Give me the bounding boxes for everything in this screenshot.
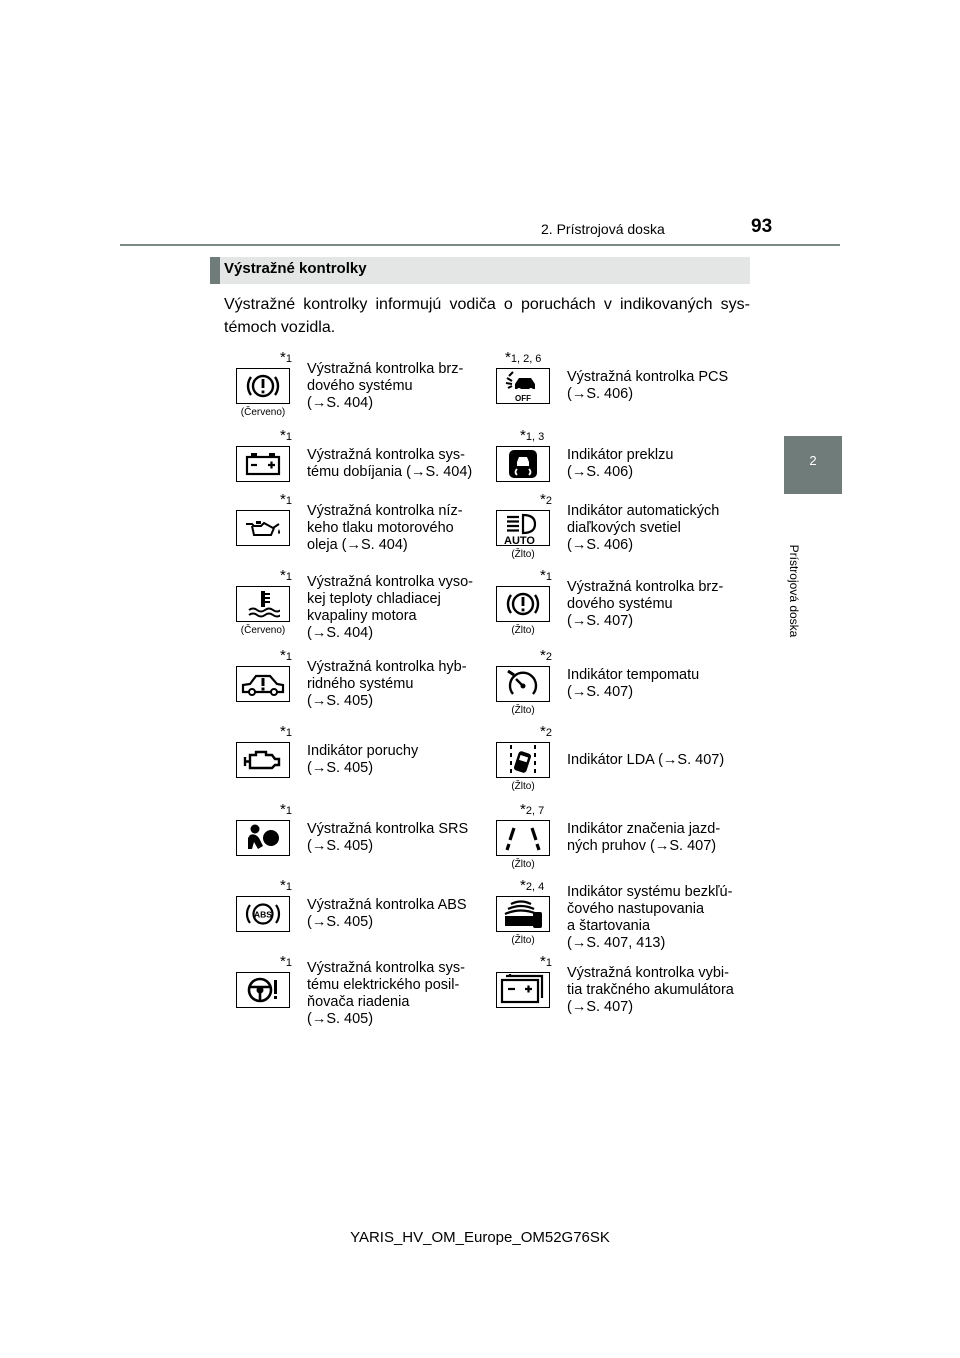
description-line: Výstražná kontrolka vyso- [307,574,474,590]
indicator-description [567,821,720,855]
description-line: tému dobíjania (→S. 404) [307,464,473,480]
indicator-color-note: (Žlto) [511,935,535,946]
description-line: ných pruhov (→S. 407) [567,838,717,854]
slip-indicator-icon [496,446,550,482]
brake-warning-icon [496,586,550,622]
indicator-description [567,752,724,769]
description-line: Výstražná kontrolka brz- [307,360,464,377]
traction-battery-icon [496,972,550,1008]
indicator-color-note: (Červeno) [240,625,286,636]
cruise-control-icon [496,666,550,702]
indicator-description [307,821,468,855]
pcs-off-icon [496,368,550,404]
footnote-marker: *1 [280,801,292,818]
brake-warning-icon [236,368,290,404]
srs-airbag-icon [236,820,290,856]
description-line: (→S. 407) [567,612,634,629]
description-line: Výstražná kontrolka hyb- [307,658,467,675]
description-line: Výstražná kontrolka brz- [567,578,724,595]
description-line: Výstražná kontrolka ABS [307,897,467,913]
lda-icon [496,742,550,778]
indicator-description [567,884,732,952]
description-line: (→S. 405) [307,692,374,709]
description-line: ridného systému [307,675,414,692]
description-line: Indikátor poruchy [307,743,419,759]
section-intro: Výstražné kontrolky informujú vodiča o poruchách v indikovaných sys-témoch vozidla. [224,296,750,336]
footnote-marker: *1 [280,427,292,444]
description-line: Indikátor značenia jazd- [567,821,721,837]
side-tab-number: 2 [809,453,817,468]
footnote-marker: *2 [540,723,552,740]
footnote-marker: *2, 4 [520,877,545,894]
header-divider [120,244,840,246]
battery-icon [236,446,290,482]
footnote-marker: *2 [540,491,552,508]
indicator-description [567,965,734,1016]
footnote-marker: *1, 2, 6 [505,349,542,366]
description-line: oleja (→S. 404) [307,536,408,553]
description-line: (→S. 407, 413) [567,935,666,951]
oil-pressure-icon [236,510,290,546]
footnote-marker: *1 [540,567,552,584]
description-line: Výstražná kontrolka PCS [567,369,729,385]
indicator-color-note: (Žlto) [511,781,535,792]
indicator-description [567,447,673,481]
description-line: diaľkových svetiel [567,519,681,536]
check-engine-icon [236,742,290,778]
description-line: kej teploty chladiacej [307,591,441,607]
section-title: Výstražné kontrolky [224,260,367,277]
indicator-color-note: (Žlto) [511,859,535,870]
description-line: Výstražná kontrolka níz- [307,502,463,519]
smart-key-icon [496,896,550,932]
description-line: (→S. 405) [307,838,374,854]
indicator-description [307,447,472,481]
description-line: (→S. 405) [307,914,374,930]
indicator-description [307,574,473,642]
indicator-description [307,503,463,554]
description-line: (→S. 407) [567,684,634,700]
footnote-marker: *1 [280,567,292,584]
description-line: čového nastupovania [567,901,705,917]
footnote-marker: *1, 3 [520,427,545,444]
footnote-marker: *2, 7 [520,801,545,818]
coolant-temperature-icon [236,586,290,622]
indicator-description [567,579,723,630]
description-line: (→S. 406) [567,386,634,402]
description-line: tému elektrického posil- [307,977,460,993]
description-line: (→S. 404) [307,625,374,641]
footnote-marker: *1 [280,647,292,664]
svg-text:OFF: OFF [515,394,531,402]
lane-marking-icon [496,820,550,856]
footnote-marker: *1 [280,723,292,740]
indicator-color-note: (Červeno) [240,407,286,418]
description-line: Indikátor tempomatu [567,667,700,683]
description-line: Výstražná kontrolka SRS [307,821,469,837]
document-footer: YARIS_HV_OM_Europe_OM52G76SK [350,1229,610,1246]
description-line: Indikátor preklzu [567,447,674,463]
footnote-marker: *1 [280,491,292,508]
description-line: a štartovania [567,918,651,934]
hybrid-system-icon [236,666,290,702]
description-line: (→S. 407) [567,998,634,1015]
indicator-color-note: (Žlto) [511,625,535,636]
eps-icon [236,972,290,1008]
footnote-marker: *1 [280,953,292,970]
footnote-marker: *1 [280,349,292,366]
description-line: Indikátor systému bezkľú- [567,884,733,900]
description-line: Indikátor LDA (→S. 407) [567,751,725,768]
description-line: Výstražná kontrolka sys- [307,960,465,976]
indicator-description [307,897,467,931]
description-line: dového systému [307,377,413,394]
footnote-marker: *2 [540,647,552,664]
description-line: (→S. 406) [567,464,634,480]
svg-text:ABS: ABS [254,909,272,920]
description-line: Indikátor automatických [567,502,720,519]
description-line: (→S. 405) [307,1011,374,1027]
abs-icon [236,896,290,932]
indicator-description [307,743,418,777]
footnote-marker: *1 [540,953,552,970]
description-line: keho tlaku motorového [307,519,454,536]
auto-high-beam-icon [496,510,550,546]
description-line: Výstražná kontrolka sys- [307,447,465,463]
description-line: ňovača riadenia [307,994,410,1010]
page-number: 93 [751,216,773,237]
side-tab-label: Prístrojová doska [787,544,801,638]
indicator-description [567,369,728,403]
indicator-description [307,960,465,1028]
indicator-description [567,503,719,554]
description-line: tia trakčného akumulátora [567,981,734,998]
description-line: dového systému [567,595,673,612]
description-line: Výstražná kontrolka vybi- [567,964,729,981]
footnote-marker: *1 [280,877,292,894]
description-line: (→S. 405) [307,760,374,776]
indicator-color-note: (Žlto) [511,705,535,716]
indicator-description [307,659,467,710]
description-line: (→S. 406) [567,536,634,553]
svg-text:AUTO: AUTO [504,535,535,545]
indicator-description [307,361,463,412]
chapter-title: 2. Prístrojová doska [541,221,665,237]
indicator-color-note: (Žlto) [511,549,535,560]
indicator-description [567,667,699,701]
description-line: kvapaliny motora [307,608,417,624]
description-line: (→S. 404) [307,394,374,411]
